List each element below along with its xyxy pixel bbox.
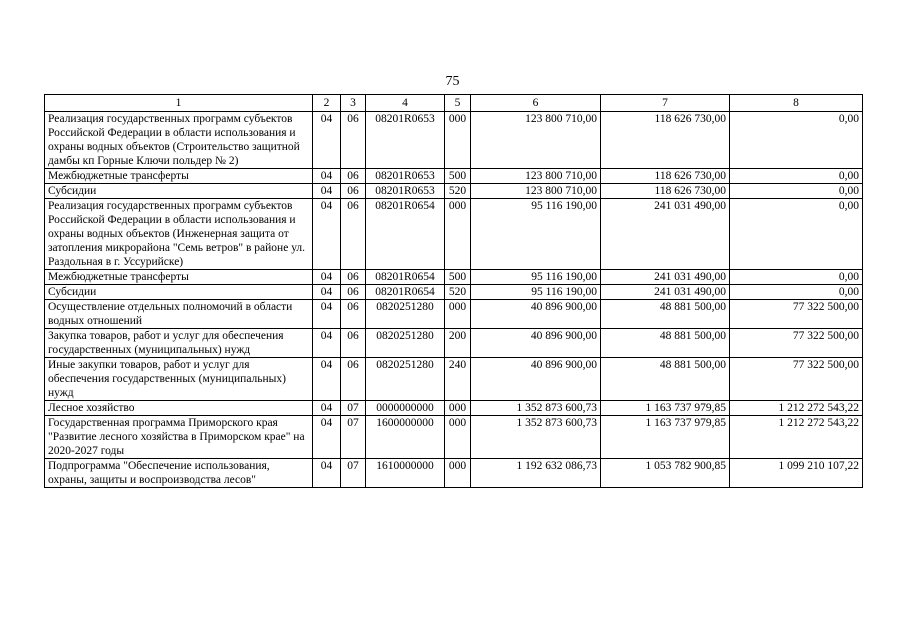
row-name: Закупка товаров, работ и услуг для обеспечения государственных (муниципальных) нужд xyxy=(45,329,313,358)
row-expense-type: 500 xyxy=(445,270,471,285)
row-target-article: 08201R0654 xyxy=(366,285,445,300)
row-subsection: 06 xyxy=(341,300,366,329)
row-amount-col7: 48 881 500,00 xyxy=(601,358,730,401)
row-amount-col6: 95 116 190,00 xyxy=(471,285,601,300)
row-amount-col6: 123 800 710,00 xyxy=(471,184,601,199)
row-name: Субсидии xyxy=(45,184,313,199)
row-name: Субсидии xyxy=(45,285,313,300)
row-subsection: 06 xyxy=(341,112,366,169)
row-amount-col8: 0,00 xyxy=(730,199,863,270)
table-row xyxy=(45,300,863,329)
row-amount-col8: 0,00 xyxy=(730,285,863,300)
row-target-article: 1610000000 xyxy=(366,459,445,488)
row-subsection: 06 xyxy=(341,199,366,270)
table-row xyxy=(45,329,863,358)
row-expense-type: 000 xyxy=(445,112,471,169)
row-amount-col6: 40 896 900,00 xyxy=(471,358,601,401)
table-row xyxy=(45,416,863,459)
row-amount-col6: 95 116 190,00 xyxy=(471,199,601,270)
header-row xyxy=(45,95,863,112)
row-target-article: 0820251280 xyxy=(366,358,445,401)
col-header-8: 8 xyxy=(730,95,863,112)
row-amount-col8: 77 322 500,00 xyxy=(730,300,863,329)
row-amount-col8: 1 099 210 107,22 xyxy=(730,459,863,488)
row-expense-type: 240 xyxy=(445,358,471,401)
table-row xyxy=(45,401,863,416)
row-amount-col7: 1 163 737 979,85 xyxy=(601,401,730,416)
col-header-7: 7 xyxy=(601,95,730,112)
row-target-article: 08201R0653 xyxy=(366,112,445,169)
col-header-3: 3 xyxy=(341,95,366,112)
row-section: 04 xyxy=(313,358,341,401)
row-target-article: 08201R0653 xyxy=(366,169,445,184)
col-header-2: 2 xyxy=(313,95,341,112)
table-row xyxy=(45,184,863,199)
row-section: 04 xyxy=(313,459,341,488)
row-name: Государственная программа Приморского края "Развитие лесного хозяйства в Приморском крае" на 2020-2027 годы xyxy=(45,416,313,459)
row-name: Лесное хозяйство xyxy=(45,401,313,416)
row-amount-col6: 1 352 873 600,73 xyxy=(471,416,601,459)
row-name: Подпрограмма "Обеспечение использования, охраны, защиты и воспроизводства лесов" xyxy=(45,459,313,488)
row-target-article: 1600000000 xyxy=(366,416,445,459)
row-amount-col8: 0,00 xyxy=(730,270,863,285)
row-section: 04 xyxy=(313,401,341,416)
row-section: 04 xyxy=(313,300,341,329)
col-header-4: 4 xyxy=(366,95,445,112)
row-expense-type: 000 xyxy=(445,300,471,329)
row-amount-col6: 1 352 873 600,73 xyxy=(471,401,601,416)
row-amount-col7: 1 053 782 900,85 xyxy=(601,459,730,488)
table-row xyxy=(45,169,863,184)
col-header-5: 5 xyxy=(445,95,471,112)
row-subsection: 07 xyxy=(341,416,366,459)
row-target-article: 0000000000 xyxy=(366,401,445,416)
budget-table xyxy=(44,94,863,488)
row-section: 04 xyxy=(313,270,341,285)
row-subsection: 06 xyxy=(341,169,366,184)
row-amount-col6: 40 896 900,00 xyxy=(471,300,601,329)
row-amount-col8: 0,00 xyxy=(730,169,863,184)
row-target-article: 0820251280 xyxy=(366,300,445,329)
row-section: 04 xyxy=(313,285,341,300)
row-expense-type: 500 xyxy=(445,169,471,184)
row-name: Реализация государственных программ субъектов Российской Федерации в области использования и охраны водных объектов (Инженерная защита от затопления микрорайона "Семь ветров" в районе ул. Раздольная в г. Уссурийске) xyxy=(45,199,313,270)
row-subsection: 07 xyxy=(341,459,366,488)
row-amount-col6: 123 800 710,00 xyxy=(471,112,601,169)
row-expense-type: 520 xyxy=(445,184,471,199)
row-section: 04 xyxy=(313,199,341,270)
row-target-article: 08201R0653 xyxy=(366,184,445,199)
row-amount-col6: 40 896 900,00 xyxy=(471,329,601,358)
row-expense-type: 000 xyxy=(445,459,471,488)
row-section: 04 xyxy=(313,112,341,169)
table-row xyxy=(45,459,863,488)
row-section: 04 xyxy=(313,169,341,184)
row-subsection: 07 xyxy=(341,401,366,416)
row-amount-col7: 241 031 490,00 xyxy=(601,270,730,285)
row-amount-col8: 0,00 xyxy=(730,184,863,199)
row-amount-col6: 95 116 190,00 xyxy=(471,270,601,285)
table-row xyxy=(45,112,863,169)
row-expense-type: 520 xyxy=(445,285,471,300)
row-target-article: 08201R0654 xyxy=(366,199,445,270)
row-amount-col8: 1 212 272 543,22 xyxy=(730,416,863,459)
row-amount-col6: 1 192 632 086,73 xyxy=(471,459,601,488)
row-amount-col7: 48 881 500,00 xyxy=(601,329,730,358)
row-amount-col7: 48 881 500,00 xyxy=(601,300,730,329)
table-row xyxy=(45,285,863,300)
row-amount-col6: 123 800 710,00 xyxy=(471,169,601,184)
row-amount-col8: 0,00 xyxy=(730,112,863,169)
table-row xyxy=(45,358,863,401)
row-amount-col7: 118 626 730,00 xyxy=(601,112,730,169)
col-header-6: 6 xyxy=(471,95,601,112)
row-name: Иные закупки товаров, работ и услуг для обеспечения государственных (муниципальных) нужд xyxy=(45,358,313,401)
table-row xyxy=(45,199,863,270)
row-name: Осуществление отдельных полномочий в области водных отношений xyxy=(45,300,313,329)
row-subsection: 06 xyxy=(341,358,366,401)
row-amount-col7: 118 626 730,00 xyxy=(601,184,730,199)
row-target-article: 08201R0654 xyxy=(366,270,445,285)
row-amount-col7: 118 626 730,00 xyxy=(601,169,730,184)
row-expense-type: 000 xyxy=(445,401,471,416)
row-target-article: 0820251280 xyxy=(366,329,445,358)
row-subsection: 06 xyxy=(341,270,366,285)
row-subsection: 06 xyxy=(341,184,366,199)
row-subsection: 06 xyxy=(341,329,366,358)
page-number: 75 xyxy=(445,74,460,89)
row-name: Межбюджетные трансферты xyxy=(45,270,313,285)
row-section: 04 xyxy=(313,329,341,358)
row-section: 04 xyxy=(313,184,341,199)
row-name: Межбюджетные трансферты xyxy=(45,169,313,184)
row-amount-col8: 77 322 500,00 xyxy=(730,329,863,358)
row-amount-col7: 1 163 737 979,85 xyxy=(601,416,730,459)
row-section: 04 xyxy=(313,416,341,459)
row-amount-col7: 241 031 490,00 xyxy=(601,199,730,270)
row-name: Реализация государственных программ субъектов Российской Федерации в области использования и охраны водных объектов (Строительство защитной дамбы кп Горные Ключи польдер № 2) xyxy=(45,112,313,169)
row-expense-type: 000 xyxy=(445,199,471,270)
row-expense-type: 200 xyxy=(445,329,471,358)
row-subsection: 06 xyxy=(341,285,366,300)
col-header-1: 1 xyxy=(45,95,313,112)
row-amount-col8: 1 212 272 543,22 xyxy=(730,401,863,416)
table-row xyxy=(45,270,863,285)
row-amount-col8: 77 322 500,00 xyxy=(730,358,863,401)
row-expense-type: 000 xyxy=(445,416,471,459)
row-amount-col7: 241 031 490,00 xyxy=(601,285,730,300)
